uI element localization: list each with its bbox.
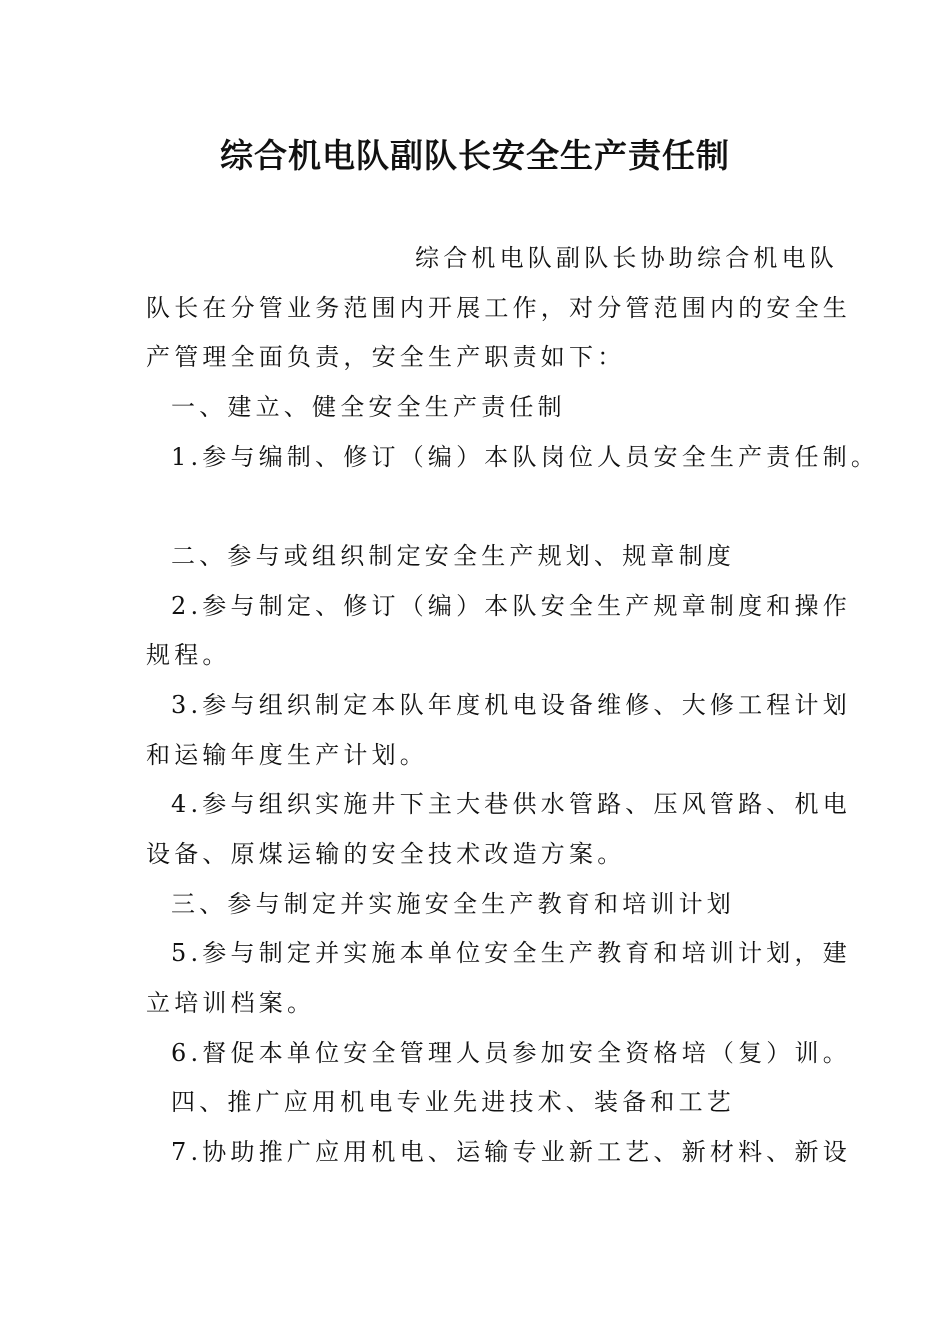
paragraph-line: 立培训档案。 [146, 989, 316, 1017]
list-item: 6.督促本单位安全管理人员参加安全资格培（复）训。 [171, 1039, 851, 1067]
paragraph-line: 队长在分管业务范围内开展工作，对分管范围内的安全生 [146, 294, 851, 322]
paragraph-line: 产管理全面负责，安全生产职责如下： [146, 343, 626, 371]
paragraph-line: 设备、原煤运输的安全技术改造方案。 [146, 840, 626, 868]
paragraph-line: 和运输年度生产计划。 [146, 741, 428, 769]
section-heading: 三、参与制定并实施安全生产教育和培训计划 [171, 890, 735, 918]
section-heading: 二、参与或组织制定安全生产规划、规章制度 [171, 542, 735, 570]
list-item: 2.参与制定、修订（编）本队安全生产规章制度和操作 [171, 592, 851, 620]
list-item: 4.参与组织实施井下主大巷供水管路、压风管路、机电 [171, 790, 851, 818]
list-item: 7.协助推广应用机电、运输专业新工艺、新材料、新设 [171, 1138, 851, 1166]
paragraph-line: 综合机电队副队长协助综合机电队 [415, 244, 838, 272]
list-item: 1.参与编制、修订（编）本队岗位人员安全生产责任制。 [171, 443, 880, 471]
paragraph-line: 规程。 [146, 641, 231, 669]
section-heading: 四、推广应用机电专业先进技术、装备和工艺 [171, 1088, 735, 1116]
list-item: 5.参与制定并实施本单位安全生产教育和培训计划，建 [171, 939, 851, 967]
document-title: 综合机电队副队长安全生产责任制 [220, 136, 730, 175]
section-heading: 一、建立、健全安全生产责任制 [171, 393, 566, 421]
list-item: 3.参与组织制定本队年度机电设备维修、大修工程计划 [171, 691, 851, 719]
